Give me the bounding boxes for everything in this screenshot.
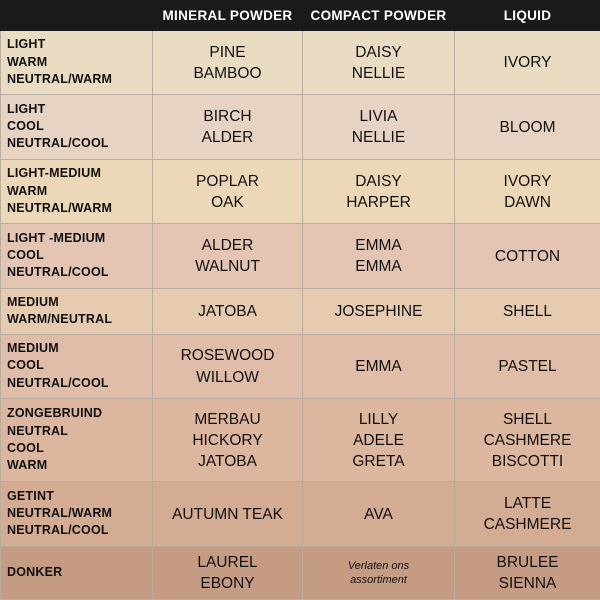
category-label: LIGHT-MEDIUM xyxy=(7,166,102,181)
category-label: MEDIUM xyxy=(7,294,59,309)
category-label: MEDIUM xyxy=(7,341,59,356)
shade-name: PASTEL xyxy=(498,358,557,375)
table-row xyxy=(1,482,600,546)
table-body xyxy=(1,31,600,600)
category-label: NEUTRAL/COOL xyxy=(7,265,109,280)
shade-name: SHELL xyxy=(502,302,553,320)
category-label: NEUTRAL/COOL xyxy=(7,136,109,151)
compact-powder-cell xyxy=(303,334,455,398)
category-label: COOL xyxy=(7,358,44,373)
shade-name: WALNUT xyxy=(195,258,260,276)
shade-name: BAMBOO xyxy=(193,64,262,82)
shade-name: WILLOW xyxy=(196,368,259,386)
shade-name: ROSEWOOD xyxy=(180,347,275,365)
column-header-liquid: LIQUID xyxy=(455,1,600,31)
shade-name: ADELE xyxy=(353,431,404,449)
discontinued-note: assortiment xyxy=(350,573,407,586)
compact-powder-cell xyxy=(303,482,455,546)
category-label: WARM/NEUTRAL xyxy=(7,311,113,326)
discontinued-note: Verlaten ons xyxy=(347,559,410,572)
category-label: GETINT xyxy=(7,488,55,503)
liquid-cell xyxy=(455,159,600,223)
category-label: NEUTRAL/WARM xyxy=(7,506,113,520)
category-label: COOL xyxy=(7,248,44,263)
table-row xyxy=(1,546,600,599)
category-label: WARM xyxy=(7,458,48,473)
liquid-cell xyxy=(455,224,600,288)
mineral-powder-cell xyxy=(153,399,303,482)
row-category-cell xyxy=(1,159,153,223)
table-row xyxy=(1,95,600,159)
shade-name: BRULEE xyxy=(496,553,559,571)
shade-name: CASHMERE xyxy=(483,516,572,534)
shade-name: GRETA xyxy=(352,452,405,470)
table-row xyxy=(1,399,600,482)
shade-name: COTTON xyxy=(494,247,561,265)
shade-name: JOSEPHINE xyxy=(334,302,423,320)
shade-name: JATOBA xyxy=(198,302,257,320)
shade-name: DAISY xyxy=(355,172,402,190)
shade-name: BIRCH xyxy=(203,108,252,126)
shade-name: SHELL xyxy=(502,410,553,428)
category-label: WARM xyxy=(7,54,48,69)
shade-name: LATTE xyxy=(503,495,552,513)
shade-name: HARPER xyxy=(346,193,411,211)
category-label: NEUTRAL/COOL xyxy=(7,375,109,390)
liquid-cell xyxy=(455,334,600,398)
liquid-cell xyxy=(455,288,600,334)
mineral-powder-cell xyxy=(153,334,303,398)
compact-powder-cell xyxy=(303,159,455,223)
shade-name: IVORY xyxy=(503,54,552,72)
compact-powder-cell xyxy=(303,95,455,159)
row-category-cell xyxy=(1,31,153,95)
shade-name: MERBAU xyxy=(194,410,261,428)
shade-name: JATOBA xyxy=(198,452,257,470)
category-label: NEUTRAL/COOL xyxy=(7,523,109,538)
mineral-powder-cell xyxy=(153,159,303,223)
compact-powder-cell xyxy=(303,546,455,599)
table-header-row xyxy=(1,1,600,31)
shade-name: OAK xyxy=(211,193,244,211)
shade-name: NELLIE xyxy=(351,129,406,147)
liquid-cell xyxy=(455,31,600,95)
shade-name: LIVIA xyxy=(359,108,398,126)
category-label: LIGHT -MEDIUM xyxy=(7,230,106,245)
mineral-powder-cell xyxy=(153,31,303,95)
category-label: LIGHT xyxy=(7,37,46,52)
shade-name: EMMA xyxy=(355,258,402,276)
shade-name: NELLIE xyxy=(351,64,406,82)
column-header-category xyxy=(1,1,153,31)
liquid-cell xyxy=(455,546,600,599)
compact-powder-cell xyxy=(303,224,455,288)
shade-name: PINE xyxy=(209,43,246,61)
shade-name: ALDER xyxy=(201,129,254,147)
category-label: WARM xyxy=(7,183,48,198)
row-category-cell xyxy=(1,224,153,288)
liquid-cell xyxy=(455,399,600,482)
mineral-powder-cell xyxy=(153,482,303,546)
shade-name: IVORY xyxy=(503,172,552,190)
shade-name: BISCOTTI xyxy=(491,452,564,470)
table-row xyxy=(1,31,600,95)
column-header-mineral-powder: MINERAL POWDER xyxy=(153,1,303,31)
shade-name: POPLAR xyxy=(196,172,259,190)
shade-name: AVA xyxy=(364,505,393,523)
shade-name: LAUREL xyxy=(197,553,258,571)
mineral-powder-cell xyxy=(153,224,303,288)
table-row xyxy=(1,334,600,398)
category-label: LIGHT xyxy=(7,101,46,116)
category-label: COOL xyxy=(7,440,44,455)
table-row xyxy=(1,288,600,334)
row-category-cell xyxy=(1,399,153,482)
mineral-powder-cell xyxy=(153,546,303,599)
table-row xyxy=(1,159,600,223)
table-row xyxy=(1,224,600,288)
shade-name: CASHMERE xyxy=(483,431,572,449)
compact-powder-cell xyxy=(303,288,455,334)
category-label: COOL xyxy=(7,119,44,134)
shade-name: DAISY xyxy=(355,43,402,61)
table-header xyxy=(1,1,600,31)
row-category-cell xyxy=(1,95,153,159)
mineral-powder-cell xyxy=(153,95,303,159)
shade-name: EMMA xyxy=(355,237,402,255)
compact-powder-cell xyxy=(303,31,455,95)
liquid-cell xyxy=(455,95,600,159)
compact-powder-cell xyxy=(303,399,455,482)
category-label: NEUTRAL/WARM xyxy=(7,200,113,215)
shade-name: HICKORY xyxy=(192,431,263,449)
shade-name: SIENNA xyxy=(498,574,557,592)
shade-name: DAWN xyxy=(504,193,551,211)
category-label: DONKER xyxy=(7,564,63,579)
mineral-powder-cell xyxy=(153,288,303,334)
shade-name: EBONY xyxy=(200,574,255,592)
row-category-cell xyxy=(1,288,153,334)
shade-name: BLOOM xyxy=(499,118,556,136)
shade-name: EMMA xyxy=(355,358,402,375)
liquid-cell xyxy=(455,482,600,546)
row-category-cell xyxy=(1,546,153,599)
column-header-compact-powder: COMPACT POWDER xyxy=(303,1,455,31)
category-label: NEUTRAL xyxy=(7,423,69,438)
shade-name: ALDER xyxy=(201,237,254,255)
row-category-cell xyxy=(1,334,153,398)
row-category-cell xyxy=(1,482,153,546)
category-label: ZONGEBRUIND xyxy=(7,406,103,421)
shade-name: LILLY xyxy=(358,410,399,428)
category-label: NEUTRAL/WARM xyxy=(7,71,113,86)
shade-name: AUTUMN TEAK xyxy=(172,505,283,523)
